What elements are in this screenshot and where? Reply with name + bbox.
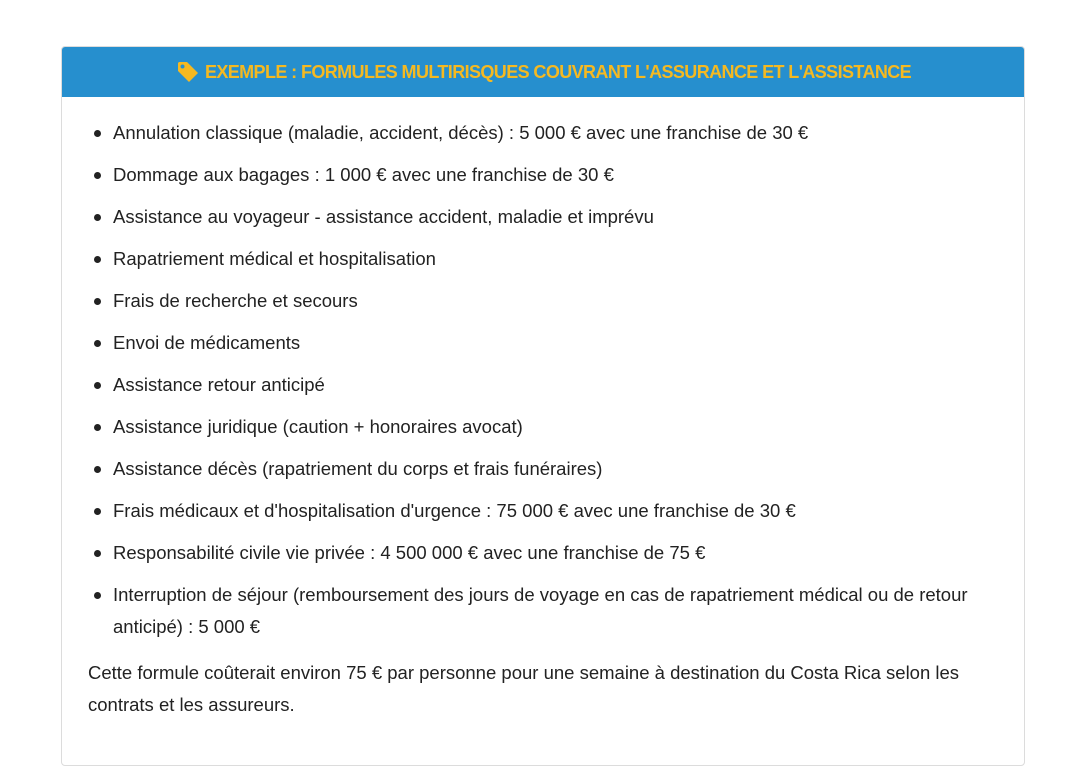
list-item: Assistance décès (rapatriement du corps et frais funéraires)	[113, 453, 998, 485]
list-item: Rapatriement médical et hospitalisation	[113, 243, 998, 275]
list-item: Assistance au voyageur - assistance accident, maladie et imprévu	[113, 201, 998, 233]
list-item: Envoi de médicaments	[113, 327, 998, 359]
box-body	[62, 97, 1024, 721]
box-header	[62, 47, 1024, 97]
list-item: Frais médicaux et d'hospitalisation d'urgence : 75 000 € avec une franchise de 30 €	[113, 495, 998, 527]
list-item: Interruption de séjour (remboursement des jours de voyage en cas de rapatriement médical ou de retour anticipé) : 5 000 €	[113, 579, 998, 643]
cost-note: Cette formule coûterait environ 75 € par personne pour une semaine à destination du Costa Rica selon les contrats et les assureurs.	[88, 662, 960, 715]
list-item: Dommage aux bagages : 1 000 € avec une franchise de 30 €	[113, 159, 998, 191]
list-item: Annulation classique (maladie, accident, décès) : 5 000 € avec une franchise de 30 €	[113, 117, 998, 149]
tag-icon	[175, 59, 201, 85]
list-item: Assistance juridique (caution + honoraires avocat)	[113, 411, 998, 443]
list-item: Assistance retour anticipé	[113, 369, 998, 401]
list-item: Frais de recherche et secours	[113, 285, 998, 317]
list-item: Responsabilité civile vie privée : 4 500 000 € avec une franchise de 75 €	[113, 537, 998, 569]
box-title: EXEMPLE : FORMULES MULTIRISQUES COUVRANT L'ASSURANCE ET L'ASSISTANCE	[204, 61, 912, 82]
coverage-list	[88, 117, 998, 643]
example-box	[61, 46, 1025, 766]
